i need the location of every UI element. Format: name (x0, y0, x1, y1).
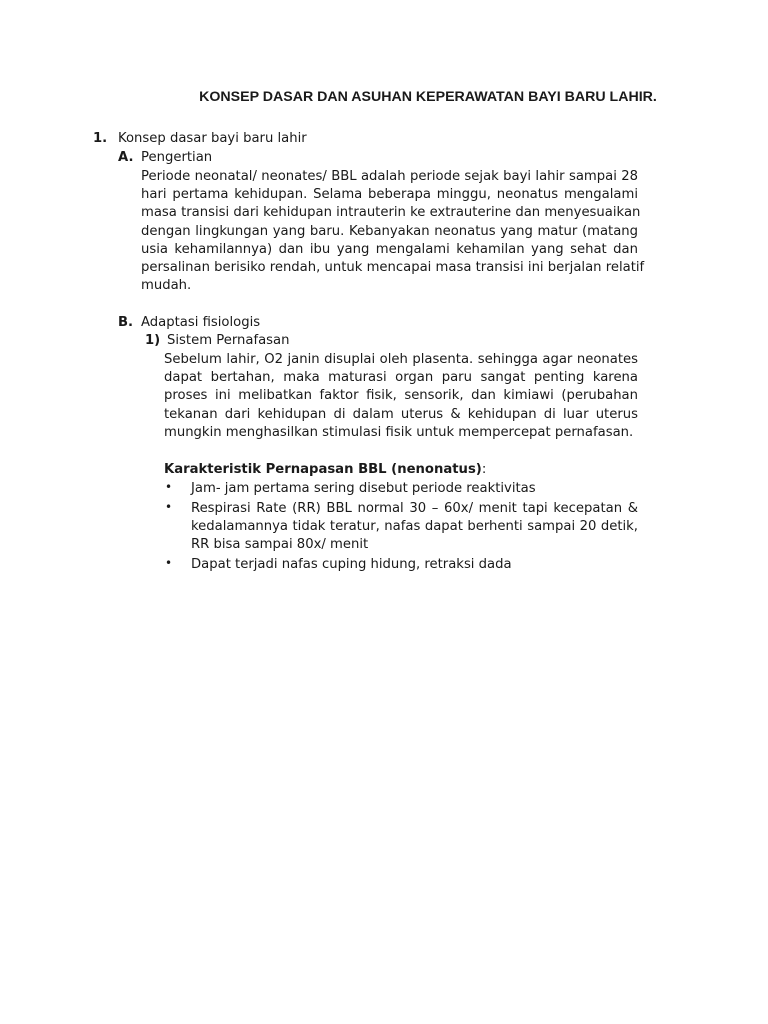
bullet-icon: • (165, 556, 173, 570)
subsection-a-heading: Pengertian (141, 150, 213, 165)
item-heading: Sistem Pernafasan (167, 333, 290, 348)
subsection-a-letter: A. (118, 150, 134, 165)
section-heading: Konsep dasar bayi baru lahir (118, 131, 307, 146)
subsection-b-letter: B. (118, 315, 134, 330)
paragraph-line: tekanan dari kehidupan di dalam uterus & kehidupan di luar uterus (164, 406, 638, 422)
paragraph-line: hari pertama kehidupan. Selama beberapa minggu, neonatus mengalami (141, 187, 638, 203)
bullet-line: RR bisa sampai 80x/ menit (191, 537, 369, 553)
bullet-item: Dapat terjadi nafas cuping hidung, retraksi dada (191, 557, 512, 572)
item-number: 1) (145, 333, 161, 348)
paragraph-line: Periode neonatal/ neonates/ BBL adalah periode sejak bayi lahir sampai 28 (141, 169, 638, 184)
bullet-line: Respirasi Rate (RR) BBL normal 30 – 60x/ menit tapi kecepatan & (191, 501, 638, 516)
characteristics-colon: : (481, 462, 487, 477)
paragraph-line: dapat bertahan, maka maturasi organ paru sangat penting karena (164, 370, 638, 386)
paragraph-line: masa transisi dari kehidupan intrauterin ke extrauterine dan menyesuaikan (141, 205, 641, 221)
bullet-line: kedalamannya tidak teratur, nafas dapat berhenti sampai 20 detik, (191, 519, 638, 535)
bullet-icon: • (165, 480, 173, 494)
paragraph-line: mungkin menghasilkan stimulasi fisik untuk mempercepat pernafasan. (164, 424, 634, 440)
document-title: KONSEP DASAR DAN ASUHAN KEPERAWATAN BAYI BARU LAHIR. (199, 89, 657, 105)
characteristics-heading (164, 461, 486, 479)
characteristics-heading-text: Karakteristik Pernapasan BBL (nenonatus) (164, 462, 482, 477)
paragraph-line: usia kehamilannya) dan ibu yang mengalami kehamilan yang sehat dan (141, 241, 638, 257)
subsection-b-heading: Adaptasi fisiologis (141, 315, 261, 330)
pengertian-paragraph (141, 168, 645, 295)
bullet-icon: • (165, 500, 173, 514)
sistem-pernafasan-paragraph (164, 351, 638, 442)
paragraph-line: persalinan berisiko rendah, untuk mencapai masa transisi ini berjalan relatif (141, 259, 645, 275)
bullet-item: Jam- jam pertama sering disebut periode reaktivitas (191, 481, 536, 496)
paragraph-line: mudah. (141, 278, 192, 294)
paragraph-line: proses ini melibatkan faktor fisik, sensorik, dan kimiawi (perubahan (164, 388, 638, 404)
paragraph-line: dengan lingkungan yang baru. Kebanyakan neonatus yang matur (matang (141, 223, 638, 239)
bullet-item (191, 500, 638, 555)
paragraph-line: Sebelum lahir, O2 janin disuplai oleh plasenta. sehingga agar neonates (164, 352, 638, 367)
section-number: 1. (93, 131, 108, 146)
